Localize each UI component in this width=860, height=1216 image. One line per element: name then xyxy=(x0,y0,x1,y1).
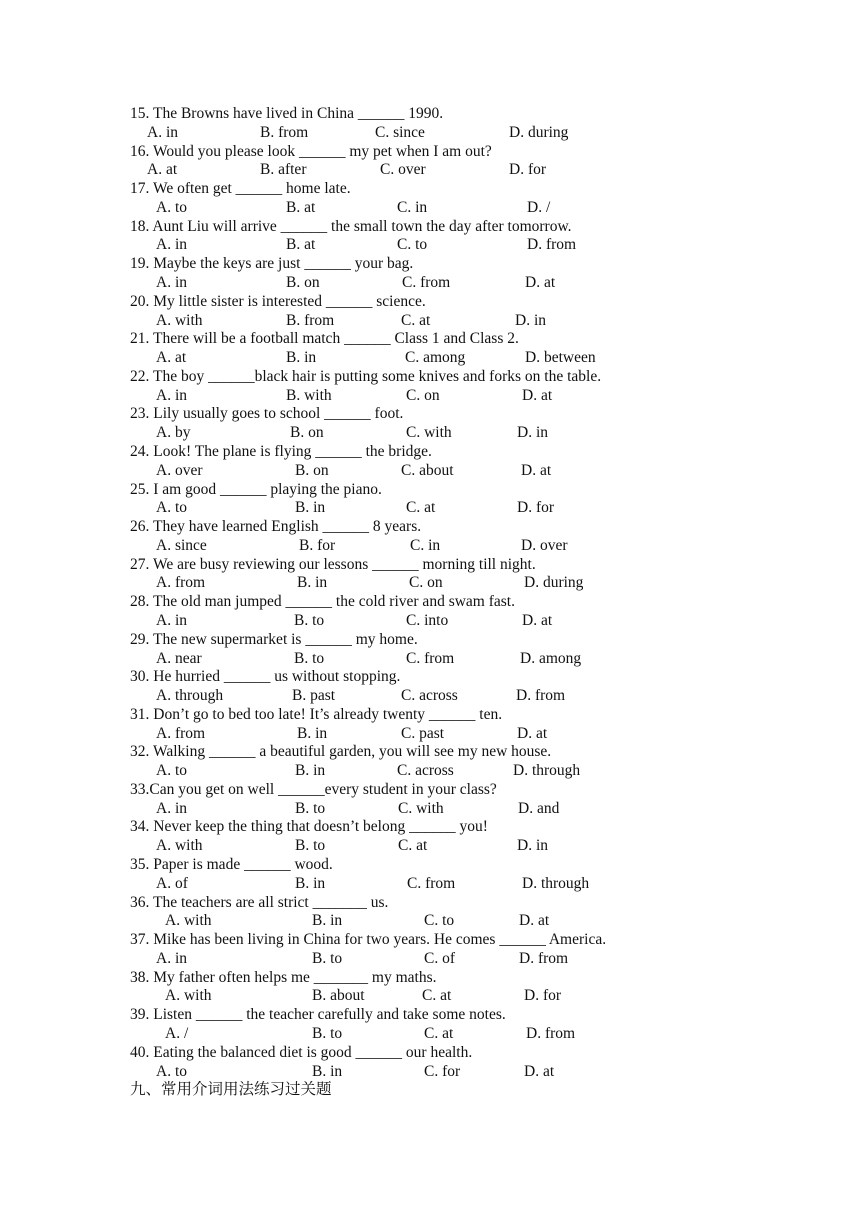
question-text: 19. Maybe the keys are just ______ your bag. xyxy=(130,255,414,273)
answer-option: A. at xyxy=(156,349,187,367)
answer-option: D. through xyxy=(513,762,581,780)
answer-option: A. to xyxy=(156,1062,187,1080)
answer-option: B. in xyxy=(297,574,328,592)
answer-option: B. to xyxy=(295,837,326,855)
answer-option: B. past xyxy=(292,687,336,705)
answer-option: C. since xyxy=(375,123,425,141)
answer-option: B. to xyxy=(312,949,343,967)
answer-options-row xyxy=(0,573,860,592)
answer-option: C. of xyxy=(424,949,455,967)
answer-options-row xyxy=(0,461,860,480)
answer-option: B. to xyxy=(312,1025,343,1042)
answer-option: D. through xyxy=(522,874,590,892)
answer-options-row xyxy=(0,949,860,968)
answer-option: A. with xyxy=(165,912,212,930)
question-text: 21. There will be a football match ______ Class 1 and Class 2. xyxy=(130,330,519,348)
answer-option: D. in xyxy=(517,837,548,855)
answer-option: C. to xyxy=(424,912,455,930)
answer-option: A. by xyxy=(156,424,191,442)
answer-option: D. for xyxy=(517,499,555,517)
answer-option: C. in xyxy=(397,198,428,216)
answer-option: D. at xyxy=(522,611,553,629)
question-text: 35. Paper is made ______ wood. xyxy=(130,856,333,873)
answer-option: B. on xyxy=(295,461,329,479)
answer-option: D. for xyxy=(524,987,562,1005)
question-text: 16. Would you please look ______ my pet when I am out? xyxy=(130,142,492,160)
question-text: 17. We often get ______ home late. xyxy=(130,180,351,198)
answer-option: C. on xyxy=(406,386,440,404)
answer-option: B. for xyxy=(299,536,336,554)
answer-option: B. at xyxy=(286,236,316,254)
answer-options-row xyxy=(0,198,860,217)
answer-option: C. to xyxy=(397,236,428,254)
question-text: 25. I am good ______ playing the piano. xyxy=(130,480,382,498)
answer-option: C. from xyxy=(406,649,455,667)
answer-option: B. on xyxy=(290,424,324,442)
answer-option: C. among xyxy=(405,349,466,367)
answer-options-row xyxy=(0,123,860,142)
answer-option: D. at xyxy=(522,386,553,404)
answer-options-row xyxy=(0,611,860,630)
question-text: 28. The old man jumped ______ the cold river and swam fast. xyxy=(130,593,515,611)
answer-options-row xyxy=(0,986,860,1005)
answer-option: D. / xyxy=(527,198,551,216)
question-text: 32. Walking ______ a beautiful garden, you will see my new house. xyxy=(130,743,552,761)
section-heading: 九、常用介词用法练习过关题 xyxy=(130,1080,332,1098)
answer-option: D. from xyxy=(516,687,566,705)
answer-option: D. during xyxy=(524,574,584,592)
answer-option: B. from xyxy=(260,123,309,141)
answer-option: C. at xyxy=(398,837,428,855)
answer-options-row xyxy=(0,686,860,705)
answer-option: B. to xyxy=(294,611,325,629)
question-text: 38. My father often helps me _______ my maths. xyxy=(130,968,437,986)
answer-option: D. during xyxy=(509,123,569,141)
question-text: 30. He hurried ______ us without stopping. xyxy=(130,668,401,686)
answer-option: B. to xyxy=(295,799,326,817)
answer-option: C. for xyxy=(424,1062,461,1080)
question-text: 36. The teachers are all strict _______ us. xyxy=(130,893,389,911)
question-text: 26. They have learned English ______ 8 years. xyxy=(130,518,422,536)
answer-option: A. in xyxy=(156,236,187,254)
answer-option: A. since xyxy=(156,536,207,554)
answer-option: B. in xyxy=(312,912,343,930)
answer-options-row xyxy=(0,311,860,330)
question-text: 33.Can you get on well ______every student in your class? xyxy=(130,780,497,798)
answer-options-row xyxy=(0,1062,860,1081)
answer-options-row xyxy=(0,911,860,930)
answer-option: A. with xyxy=(156,837,203,855)
answer-option: D. between xyxy=(525,349,596,367)
answer-option: D. at xyxy=(519,912,550,930)
answer-option: D. at xyxy=(524,1062,555,1080)
answer-option: B. in xyxy=(286,349,317,367)
answer-option: B. with xyxy=(286,386,332,404)
question-text: 39. Listen ______ the teacher carefully and take some notes. xyxy=(130,1006,506,1024)
answer-options-row xyxy=(0,836,860,855)
answer-option: A. from xyxy=(156,574,206,592)
answer-option: D. over xyxy=(521,536,568,554)
answer-option: C. over xyxy=(380,161,426,179)
answer-options-row xyxy=(0,273,860,292)
question-text: 20. My little sister is interested ______ science. xyxy=(130,292,426,310)
answer-option: C. into xyxy=(406,611,449,629)
answer-option: C. at xyxy=(406,499,436,517)
answer-option: D. for xyxy=(509,161,547,179)
answer-option: A. / xyxy=(165,1025,189,1042)
answer-options-row xyxy=(0,235,860,254)
answer-option: C. at xyxy=(422,987,452,1005)
question-text: 15. The Browns have lived in China ______ 1990. xyxy=(130,105,444,122)
question-text: 23. Lily usually goes to school ______ foot. xyxy=(130,405,404,423)
answer-options-row xyxy=(0,874,860,893)
answer-option: B. about xyxy=(312,987,365,1005)
answer-option: A. in xyxy=(156,611,187,629)
answer-option: B. in xyxy=(312,1062,343,1080)
answer-option: A. in xyxy=(156,386,187,404)
answer-options-row xyxy=(0,799,860,818)
answer-option: C. on xyxy=(409,574,443,592)
answer-option: B. at xyxy=(286,198,316,216)
answer-option: D. from xyxy=(519,949,569,967)
answer-option: C. at xyxy=(424,1025,454,1042)
answer-option: D. from xyxy=(526,1025,576,1042)
answer-option: B. on xyxy=(286,274,320,291)
answer-option: C. across xyxy=(401,687,458,705)
answer-options-row xyxy=(0,498,860,517)
answer-options-row xyxy=(0,423,860,442)
question-text: 22. The boy ______black hair is putting some knives and forks on the table. xyxy=(130,367,602,385)
answer-option: A. at xyxy=(147,161,178,179)
answer-option: A. over xyxy=(156,461,203,479)
answer-option: A. in xyxy=(147,123,178,141)
answer-option: B. in xyxy=(295,499,326,517)
question-text: 29. The new supermarket is ______ my home. xyxy=(130,630,418,648)
answer-option: A. near xyxy=(156,649,202,667)
question-text: 27. We are busy reviewing our lessons ______ morning till night. xyxy=(130,555,536,573)
answer-option: A. through xyxy=(156,687,224,705)
answer-options-row xyxy=(0,724,860,743)
answer-options-row xyxy=(0,1024,860,1043)
answer-option: C. with xyxy=(398,799,444,817)
answer-option: D. at xyxy=(525,274,556,291)
answer-option: B. from xyxy=(286,311,335,329)
answer-options-row xyxy=(0,761,860,780)
answer-option: B. in xyxy=(297,724,328,742)
answer-option: A. to xyxy=(156,198,187,216)
answer-option: C. from xyxy=(402,274,451,291)
answer-option: C. with xyxy=(406,424,452,442)
answer-options-row xyxy=(0,348,860,367)
answer-option: D. in xyxy=(517,424,548,442)
question-text: 34. Never keep the thing that doesn’t belong ______ you! xyxy=(130,818,488,836)
question-text: 24. Look! The plane is flying ______ the bridge. xyxy=(130,442,432,460)
answer-option: D. among xyxy=(520,649,582,667)
answer-option: D. and xyxy=(518,799,560,817)
question-text: 40. Eating the balanced diet is good ______ our health. xyxy=(130,1043,473,1061)
answer-option: B. to xyxy=(294,649,325,667)
answer-option: C. at xyxy=(401,311,431,329)
answer-option: A. of xyxy=(156,874,188,892)
answer-option: C. in xyxy=(410,536,441,554)
answer-option: A. with xyxy=(165,987,212,1005)
answer-option: C. past xyxy=(401,724,445,742)
answer-option: D. in xyxy=(515,311,546,329)
answer-option: A. to xyxy=(156,762,187,780)
answer-option: B. in xyxy=(295,762,326,780)
answer-option: B. after xyxy=(260,161,307,179)
answer-option: D. at xyxy=(521,461,552,479)
question-text: 18. Aunt Liu will arrive ______ the small town the day after tomorrow. xyxy=(130,217,572,235)
answer-option: A. from xyxy=(156,724,206,742)
answer-options-row xyxy=(0,160,860,179)
answer-option: A. with xyxy=(156,311,203,329)
question-text: 37. Mike has been living in China for two years. He comes ______ America. xyxy=(130,931,607,949)
answer-options-row xyxy=(0,536,860,555)
answer-option: C. about xyxy=(401,461,454,479)
answer-option: D. from xyxy=(527,236,577,254)
question-text: 31. Don’t go to bed too late! It’s already twenty ______ ten. xyxy=(130,705,503,723)
answer-option: A. in xyxy=(156,949,187,967)
answer-option: C. across xyxy=(397,762,454,780)
answer-option: A. in xyxy=(156,274,187,291)
answer-options-row xyxy=(0,649,860,668)
answer-option: C. from xyxy=(407,874,456,892)
answer-option: D. at xyxy=(517,724,548,742)
answer-option: B. in xyxy=(295,874,326,892)
answer-option: A. in xyxy=(156,799,187,817)
answer-options-row xyxy=(0,386,860,405)
answer-option: A. to xyxy=(156,499,187,517)
